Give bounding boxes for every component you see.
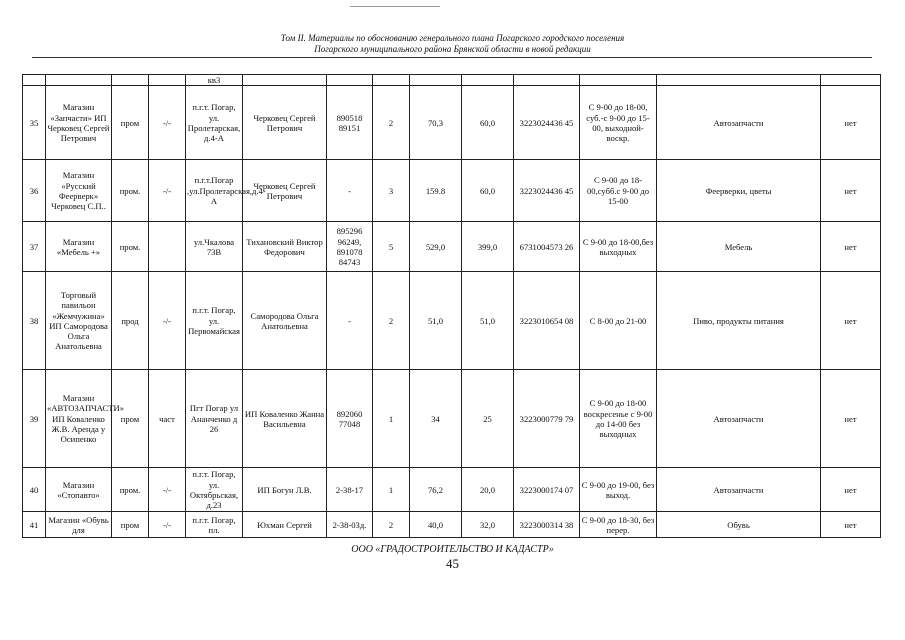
cell-empty <box>410 75 462 86</box>
footer-organization: ООО «ГРАДОСТРОИТЕЛЬСТВО И КАДАСТР» <box>351 544 554 555</box>
table-row <box>23 222 881 272</box>
cell-inn: 3223000314 38 <box>514 512 580 538</box>
cell-hours: С 9-00 до 18-00 воскресенье с 9-00 до 14-00 без выходных <box>580 370 657 468</box>
cell-empty <box>327 75 373 86</box>
table-row <box>23 160 881 222</box>
cell-type: пром. <box>112 222 149 272</box>
cell-staff: 5 <box>373 222 410 272</box>
cell-goods: Мебель <box>657 222 821 272</box>
table-row <box>23 86 881 160</box>
cell-empty <box>462 75 514 86</box>
cell-goods: Автозапчасти <box>657 86 821 160</box>
cell-total-area: 40,0 <box>410 512 462 538</box>
table-row <box>23 272 881 370</box>
cell-address: Пгт Погар ул Ананченко д 26 <box>186 370 243 468</box>
cell-name: Магазин «Запчасти» ИП Черковец Сергей Петрович <box>46 86 112 160</box>
cell-extra: нет <box>821 370 881 468</box>
cell-num: 40 <box>23 468 46 512</box>
cell-goods: Обувь <box>657 512 821 538</box>
cell-trade-area: 60,0 <box>462 160 514 222</box>
cell-phone: 892060 77048 <box>327 370 373 468</box>
cell-inn: 3223010654 08 <box>514 272 580 370</box>
cell-phone: 2-38-17 <box>327 468 373 512</box>
cell-num: 39 <box>23 370 46 468</box>
cell-staff: 2 <box>373 272 410 370</box>
cell-type: пром. <box>112 160 149 222</box>
cell-empty <box>243 75 327 86</box>
cell-phone: - <box>327 272 373 370</box>
cell-type: пром. <box>112 468 149 512</box>
cell-address: ул.Чкалова 73В <box>186 222 243 272</box>
cell-goods: Автозапчасти <box>657 370 821 468</box>
cell-extra: нет <box>821 512 881 538</box>
cell-type: пром <box>112 86 149 160</box>
document-header <box>0 33 905 55</box>
cell-owner: Юхман Сергей <box>243 512 327 538</box>
header-line-2: Погарского муниципального района Брянской области в новой редакции <box>314 44 591 54</box>
cell-phone: - <box>327 160 373 222</box>
cell-name: Магазин «Стопавто» <box>46 468 112 512</box>
cell-owner: Черковец Сергей Петрович <box>243 160 327 222</box>
cell-own: -/- <box>149 160 186 222</box>
table-row-continuation <box>23 75 881 86</box>
cell-address: п.г.т. Погар, ул. Первомайская <box>186 272 243 370</box>
cell-owner: Тихановский Виктор Федорович <box>243 222 327 272</box>
cell-goods: Феерверки, цветы <box>657 160 821 222</box>
cell-total-area: 529,0 <box>410 222 462 272</box>
cell-trade-area: 20,0 <box>462 468 514 512</box>
cell-name: Магазин «Мебель +» <box>46 222 112 272</box>
cell-empty <box>112 75 149 86</box>
cell-phone: 890518 89151 <box>327 86 373 160</box>
cell-trade-area: 399,0 <box>462 222 514 272</box>
cell-extra: нет <box>821 86 881 160</box>
cell-name: Магазин «Русский Феерверк» Черковец С.П.. <box>46 160 112 222</box>
cell-hours: С 8-00 до 21-00 <box>580 272 657 370</box>
cell-empty <box>23 75 46 86</box>
cell-staff: 2 <box>373 86 410 160</box>
cell-owner: ИП Коваленко Жанна Васильевна <box>243 370 327 468</box>
page-number: 45 <box>446 556 459 571</box>
cell-trade-area: 51,0 <box>462 272 514 370</box>
cell-type: пром <box>112 370 149 468</box>
cell-own: -/- <box>149 86 186 160</box>
cell-empty <box>580 75 657 86</box>
cell-own: -/- <box>149 468 186 512</box>
cell-address: п.г.т. Погар, ул. Октябрьская, д.23 <box>186 468 243 512</box>
cell-inn: 3223024436 45 <box>514 86 580 160</box>
cell-hours: С 9-00 до 19-00, без выход. <box>580 468 657 512</box>
cell-owner: Черковец Сергей Петрович <box>243 86 327 160</box>
cell-type: прод <box>112 272 149 370</box>
cell-address: п.г.т. Погар, ул. Пролетарская, д.4-А <box>186 86 243 160</box>
cell-inn: 3223024436 45 <box>514 160 580 222</box>
cell-address: п.г.т.Погар ,ул.Пролетарская,д.4-А <box>186 160 243 222</box>
cell-own <box>149 222 186 272</box>
cell-num: 35 <box>23 86 46 160</box>
cell-phone: 895296 96249, 891078 84743 <box>327 222 373 272</box>
cell-trade-area: 60,0 <box>462 86 514 160</box>
cell-extra: нет <box>821 160 881 222</box>
cell-staff: 1 <box>373 468 410 512</box>
cell-num: 41 <box>23 512 46 538</box>
cell-goods: Автозапчасти <box>657 468 821 512</box>
header-divider <box>32 57 872 58</box>
cell-empty <box>149 75 186 86</box>
scan-mark <box>350 6 440 7</box>
cell-name: Магазин «Обувь для <box>46 512 112 538</box>
cell-owner: ИП Богун Л.В. <box>243 468 327 512</box>
table-row <box>23 370 881 468</box>
cell-own: -/- <box>149 512 186 538</box>
cell-empty <box>373 75 410 86</box>
cell-phone: 2-38-03д. <box>327 512 373 538</box>
cell-total-area: 76,2 <box>410 468 462 512</box>
cell-staff: 3 <box>373 160 410 222</box>
cell-empty <box>514 75 580 86</box>
cell-owner: Самородова Ольга Анатольевна <box>243 272 327 370</box>
cell-total-area: 159.8 <box>410 160 462 222</box>
cell-total-area: 34 <box>410 370 462 468</box>
table-row <box>23 468 881 512</box>
cell-goods: Пиво, продукты питания <box>657 272 821 370</box>
cell-empty <box>46 75 112 86</box>
cell-name: Магазин «АВТОЗАПЧАСТИ» ИП Коваленко Ж.В. Аренда у Осипенко <box>46 370 112 468</box>
cell-hours: С 9-00 до 18-00,без выходных <box>580 222 657 272</box>
cell-hours: С 9-00 до 18-00, суб.-с 9-00 до 15-00, выходной-воскр. <box>580 86 657 160</box>
cell-own: част <box>149 370 186 468</box>
cell-hours: С 9-00 до 18-00,субб.с 9-00 до 15-00 <box>580 160 657 222</box>
cell-trade-area: 25 <box>462 370 514 468</box>
cell-total-area: 70,3 <box>410 86 462 160</box>
cell-empty <box>657 75 821 86</box>
cell-num: 36 <box>23 160 46 222</box>
cell-address: кв3 <box>186 75 243 86</box>
cell-type: пром <box>112 512 149 538</box>
cell-address: п.г.т. Погар, пл. <box>186 512 243 538</box>
cell-extra: нет <box>821 468 881 512</box>
cell-inn: 3223000779 79 <box>514 370 580 468</box>
cell-inn: 3223000174 07 <box>514 468 580 512</box>
table-body <box>23 75 881 538</box>
cell-hours: С 9-00 до 18-30, без перер. <box>580 512 657 538</box>
shops-table <box>22 74 881 538</box>
cell-trade-area: 32,0 <box>462 512 514 538</box>
cell-staff: 2 <box>373 512 410 538</box>
cell-extra: нет <box>821 222 881 272</box>
cell-inn: 6731004573 26 <box>514 222 580 272</box>
cell-total-area: 51,0 <box>410 272 462 370</box>
cell-extra: нет <box>821 272 881 370</box>
table-row <box>23 512 881 538</box>
cell-name: Торговый павильон «Жемчужина» ИП Самородова Ольга Анатольевна <box>46 272 112 370</box>
cell-num: 38 <box>23 272 46 370</box>
cell-empty <box>821 75 881 86</box>
cell-own: -/- <box>149 272 186 370</box>
cell-num: 37 <box>23 222 46 272</box>
cell-staff: 1 <box>373 370 410 468</box>
header-line-1: Том II. Материалы по обоснованию генерального плана Погарского городского поселения <box>280 33 625 43</box>
